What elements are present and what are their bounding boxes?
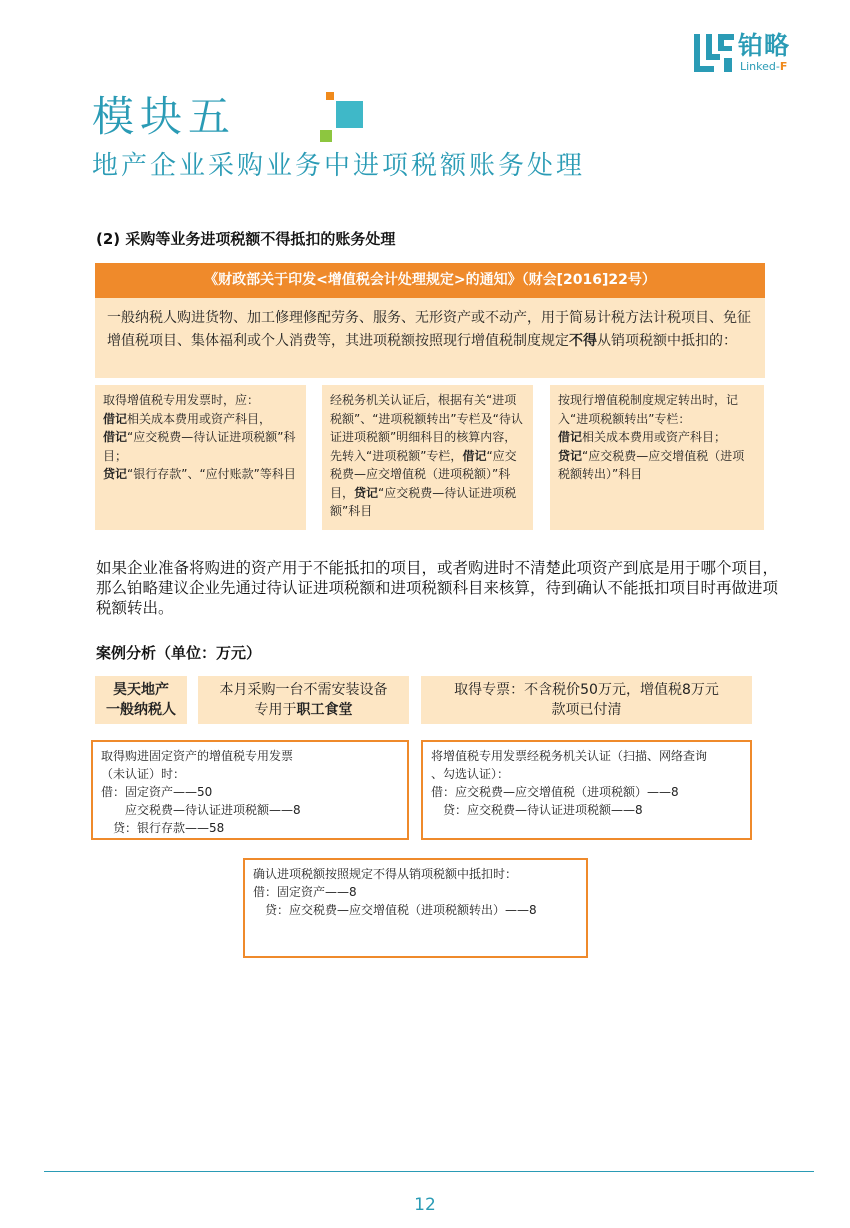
page-number: 12 (414, 1195, 436, 1215)
case-company-chip: 昊天地产 一般纳税人 (95, 676, 187, 724)
decorative-square (336, 101, 363, 128)
regulation-text: 一般纳税人购进货物、加工修理修配劳务、服务、无形资产或不动产，用于简易计税方法计税项目、免征增值税项目、集体福利或个人消费等，其进项税额按照现行增值税制度规定不得从销项税额中抵扣的： (95, 298, 765, 378)
section-heading: (2) 采购等业务进项税额不得抵扣的账务处理 (96, 230, 396, 248)
brand-name-en: Linked-F (740, 60, 788, 73)
module-subtitle: 地产企业采购业务中进项税额账务处理 (92, 151, 586, 181)
brand-name-cn: 铂略 (738, 31, 791, 60)
journal-entry-certification: 将增值税专用发票经税务机关认证（扫描、网络查询 、勾选认证）： 借：应交税费—应交增值税（进项税额）——8 贷：应交税费—待认证进项税额——8 (421, 740, 752, 840)
footer-divider (44, 1171, 814, 1172)
case-invoice-chip: 取得专票：不含税价50万元，增值税8万元 款项已付清 (421, 676, 752, 724)
module-title: 模块五 (92, 92, 237, 141)
decorative-square (320, 130, 332, 142)
journal-entry-transfer-out: 确认进项税额按照规定不得从销项税额中抵扣时： 借：固定资产——8 贷：应交税费—应交增值税（进项税额转出）——8 (243, 858, 588, 958)
case-heading: 案例分析（单位：万元） (96, 644, 262, 662)
decorative-square (326, 92, 334, 100)
recommendation-paragraph: 如果企业准备将购进的资产用于不能抵扣的项目，或者购进时不清楚此项资产到底是用于哪个项目，那么铂略建议企业先通过待认证进项税额和进项税额科目来核算，待到确认不能抵扣项目时再做进项税额转出。 (96, 559, 779, 617)
step-card-certification: 经税务机关认证后，根据有关“进项税额”、“进项税额转出”专栏及“待认证进项税额”明细科目的核算内容，先转入“进项税额”专栏，借记“应交税费—应交增值税（进项税额）”科目，贷记“应交税费—待认证进项税额”科目 (322, 385, 533, 530)
step-card-transfer-out: 按现行增值税制度规定转出时，记入“进项税额转出”专栏： 借记相关成本费用或资产科目； 贷记“应交税费—应交增值税（进项税额转出）”科目 (550, 385, 764, 530)
brand-logo (694, 32, 814, 74)
journal-entry-invoice: 取得购进固定资产的增值税专用发票 （未认证）时： 借：固定资产——50 应交税费—待认证进项税额——8 贷：银行存款——58 (91, 740, 409, 840)
case-purchase-chip: 本月采购一台不需安装设备 专用于职工食堂 (198, 676, 409, 724)
step-card-invoice: 取得增值税专用发票时，应： 借记相关成本费用或资产科目， 借记“应交税费—待认证进项税额”科目； 贷记“银行存款”、“应付账款”等科目 (95, 385, 306, 530)
linked-f-logo-icon (694, 34, 734, 72)
regulation-banner: 《财政部关于印发<增值税会计处理规定>的通知》（财会[2016]22号） (95, 263, 765, 298)
